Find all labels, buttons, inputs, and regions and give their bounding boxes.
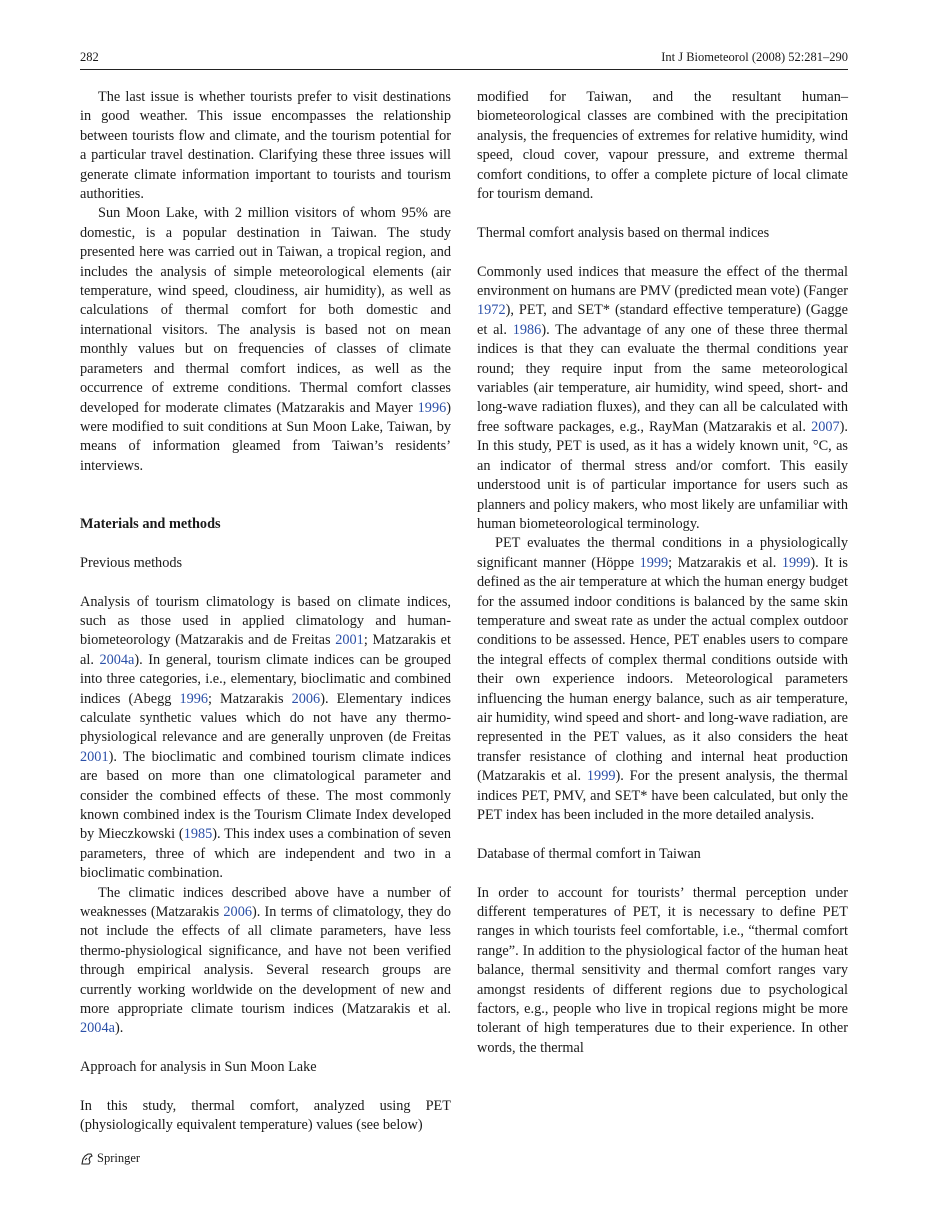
citation-link[interactable]: 1985 xyxy=(183,826,213,843)
citation-link[interactable]: 2007 xyxy=(811,418,840,435)
paragraph: Commonly used indices that measure the effect of the thermal environment on humans are PMV (predicted mean vote) (Fanger 1972), PET, and SET* (standard effective temperature) (Gagge et al. 1986). The advantage of any one of these three thermal indices is that they can evaluate the thermal conditions year round; they require input from the same meteorological variables (air temperature, air humidity, wind speed, short- and long-wave radiation fluxes), and they can all be calculated with free software packages, e.g., RayMan (Matzarakis et al. 2007). In this study, PET is used, as it has a widely known unit, °C, as an indicator of thermal stress and/or comfort. This easily understood unit is of particular importance for users such as planners and policy makers, who most likely are unfamiliar with human biometeorological terminology. xyxy=(477,263,849,532)
paragraph: The climatic indices described above have a number of weaknesses (Matzarakis 2006). In terms of climatology, they do not include the effects of all climate parameters, have less thermo-physiological significance, and have not been verified through empirical analysis. Several research groups are currently working worldwide on the development of new and more appropriate climate tourism indices (Matzarakis et al. 2004a). xyxy=(80,884,451,1037)
springer-horse-icon xyxy=(80,1152,94,1166)
journal-reference: Int J Biometeorol (2008) 52:281–290 xyxy=(661,50,848,64)
publisher-footer xyxy=(80,1151,140,1166)
section-heading: Materials and methods xyxy=(80,515,221,532)
citation-link[interactable]: 1972 xyxy=(477,302,506,319)
citation-link[interactable]: 1986 xyxy=(512,321,542,338)
paragraph: In this study, thermal comfort, analyzed using PET (physiologically equivalent temperature) values (see below) xyxy=(80,1098,451,1134)
subsection-heading: Database of thermal comfort in Taiwan xyxy=(477,845,701,862)
citation-link[interactable]: 1999 xyxy=(781,554,811,571)
paragraph: Analysis of tourism climatology is based on climate indices, such as those used in applied climatology and human-biometeorology (Matzarakis and de Freitas 2001; Matzarakis et al. 2004a). In general, tourism climate indices can be grouped into three categories, i.e., elementary, bioclimatic and combined indices (Abegg 1996; Matzarakis 2006). Elementary indices calculate synthetic values which do not have any thermo-physiological relevance and are generally unproven (de Freitas 2001). The bioclimatic and combined tourism climate indices are based on more than one climatological parameter and consider the combined effects of these. The most commonly known combined index is the Tourism Climate Index developed by Mieczkowski (1985). This index uses a combination of seven parameters, three of which are independent and two in a bioclimatic combination. xyxy=(80,593,452,882)
paragraph: Sun Moon Lake, with 2 million visitors of whom 95% are domestic, is a popular destination in Taiwan. The study presented here was carried out in Taiwan, a tropical region, and includes the analysis of simple meteorological elements (air temperature, wind speed, cloudiness, air humidity), as well as calculations of thermal comfort for both domestic and international visitors. The analysis is based not on mean monthly values but on frequencies of classes of climate parameters and thermal comfort indices, as well as the occurrence of extreme conditions. Thermal comfort classes developed for moderate climates (Matzarakis and Mayer 1996) were modified to suit conditions at Sun Moon Lake, Taiwan, by means of information gleamed from Taiwan’s residents’ interviews. xyxy=(80,205,451,474)
paragraph: modified for Taiwan, and the resultant human–biometeorological classes are combined with the precipitation analysis, the frequencies of extremes for relative humidity, wind speed, cloud cover, vapour pressure, and extreme thermal comfort conditions, to offer a complete picture of local climate for tourism demand. xyxy=(477,89,848,203)
left-column xyxy=(80,88,451,1136)
subsection-heading: Previous methods xyxy=(80,554,183,571)
paragraph: PET evaluates the thermal conditions in a physiologically significant manner (Höppe 1999; Matzarakis et al. 1999). It is defined as the air temperature at which the human energy budget for the assumed indoor conditions is balanced by the same skin temperature and sweat rate as under the actual complex outdoor conditions to be assessed. Hence, PET enables users to compare the integral effects of complex thermal conditions outside with their own experience indoors. Meteorological parameters influencing the human energy balance, such as air temperature, air humidity, wind speed and short- and long-wave radiation, are represented in the PET values, as it also considers the heat transfer resistance of clothing and internal heat production (Matzarakis et al. 1999). For the present analysis, the thermal indices PET, PMV, and SET* have been calculated, but only the PET index has been included in the more detailed analysis. xyxy=(477,535,848,823)
citation-link[interactable]: 2001 xyxy=(335,632,364,649)
citation-link[interactable]: 1999 xyxy=(586,768,616,785)
paragraph: In order to account for tourists’ thermal perception under different temperatures of PET, it is necessary to define PET ranges in which tourists feel comfortable, i.e., “thermal comfort range”. In addition to the physiological factor of the human heat balance, thermal sensitivity and thermal comfort ranges vary amongst residents of different regions due to psychological factors, e.g., people who live in tropical regions might be more tolerant of high temperatures due to their experience. In other words, the thermal xyxy=(477,884,848,1056)
publisher-name: Springer xyxy=(97,1151,141,1165)
citation-link[interactable]: 1999 xyxy=(639,554,669,571)
subsection-heading: Approach for analysis in Sun Moon Lake xyxy=(80,1059,317,1076)
citation-link[interactable]: 2004a xyxy=(80,1020,115,1037)
header-rule xyxy=(80,69,848,70)
citation-link[interactable]: 2001 xyxy=(80,748,109,765)
citation-link[interactable]: 2004a xyxy=(99,651,135,668)
subsection-heading: Thermal comfort analysis based on thermal indices xyxy=(477,224,770,241)
paragraph: The last issue is whether tourists prefer to visit destinations in good weather. This issue encompasses the relationship between tourists flow and climate, and the tourism potential for a particular travel destination. Clarifying these three issues will generate climate information important to tourists and tourism authorities. xyxy=(80,89,451,203)
page-number: 282 xyxy=(80,50,99,64)
citation-link[interactable]: 2006 xyxy=(223,904,252,921)
citation-link[interactable]: 2006 xyxy=(291,690,321,707)
citation-link[interactable]: 1996 xyxy=(179,690,209,707)
running-header xyxy=(80,50,848,70)
right-column xyxy=(477,88,848,1058)
citation-link[interactable]: 1996 xyxy=(417,399,447,416)
